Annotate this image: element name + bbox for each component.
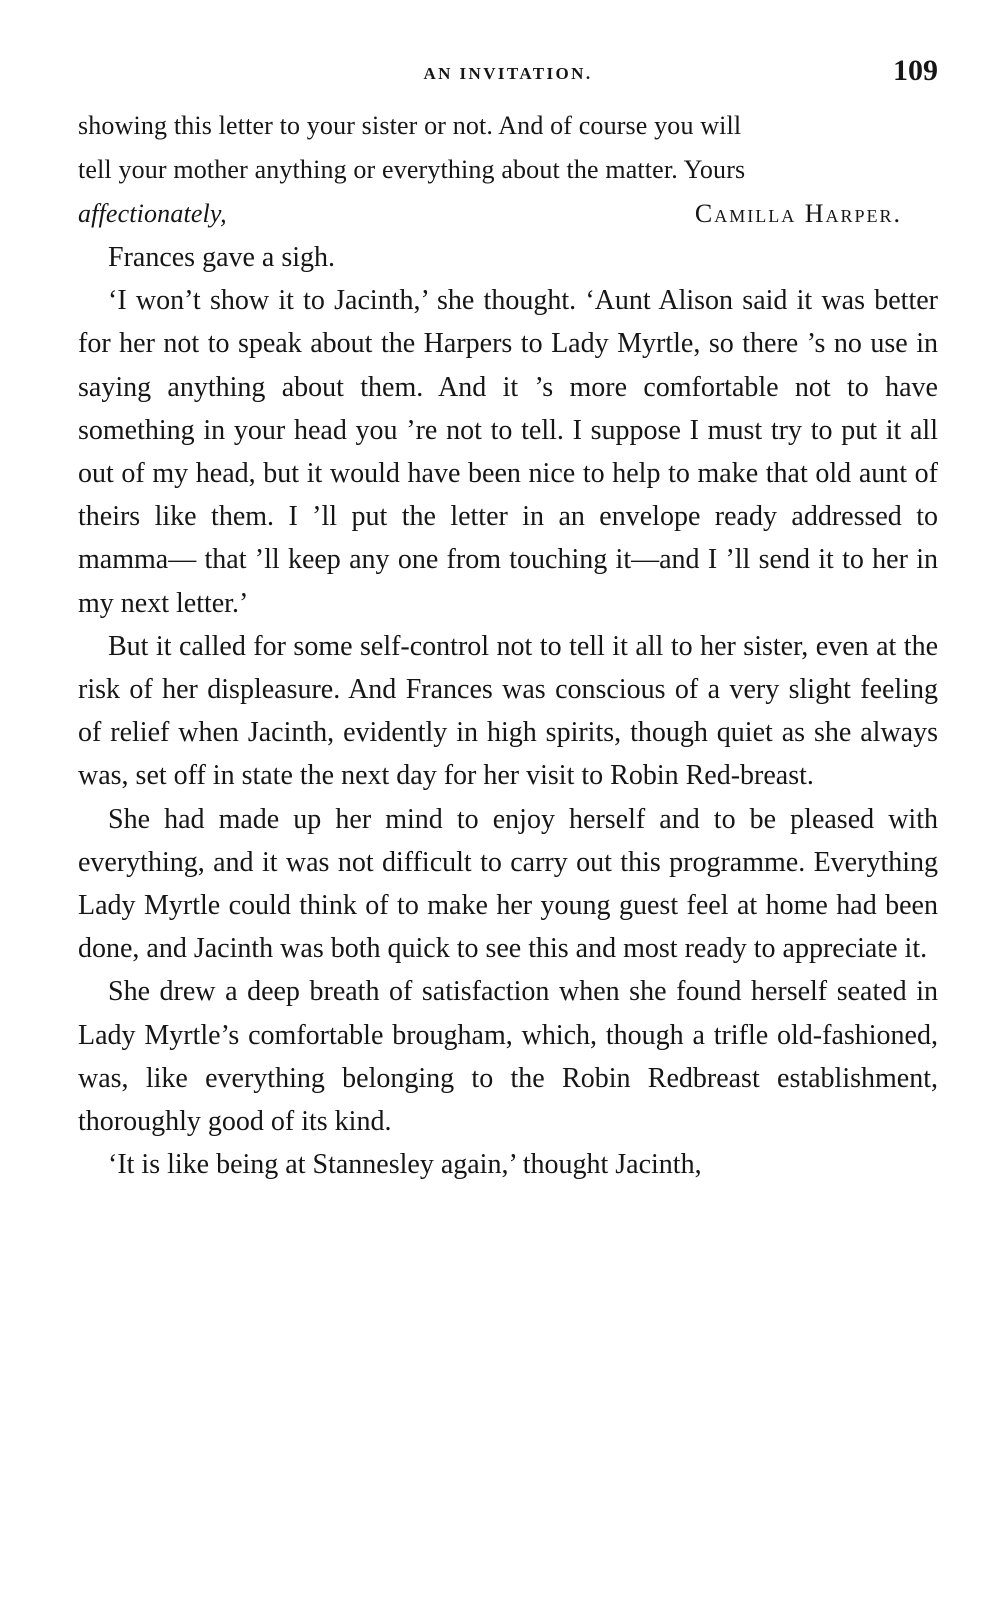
running-head bbox=[78, 54, 938, 94]
paragraph: ‘It is like being at Stannesley again,’ thought Jacinth, bbox=[108, 1149, 702, 1181]
page-number: 109 bbox=[893, 54, 938, 87]
paragraph: She drew a deep breath of satisfaction when she found herself seated in Lady Myrtle’s comfortable brougham, which, though a trifle old-fashioned, was, like everything belonging to the Robin Redbreast establishment, thoroughly good of its kind. bbox=[78, 976, 938, 1138]
body-text bbox=[78, 236, 938, 1186]
paragraph: She had made up her mind to enjoy herself and to be pleased with everything, and it was not difficult to carry out this programme. Everything Lady Myrtle could think of to make her young guest feel at home had been done, and Jacinth was both quick to see this and most ready to appreciate it. bbox=[78, 803, 938, 965]
paragraph: ‘I won’t show it to Jacinth,’ she thought. ‘Aunt Alison said it was better for her not to speak about the Harpers to Lady Myrtle, so there ’s no use in saying anything about them. And it ’s more comfortable not to have something in your head you ’re not to tell. I suppose I must try to put it all out of my head, but it would have been nice to help to make that old aunt of theirs like them. I ’ll put the letter in an envelope ready addressed to mamma— that ’ll keep any one from touching it—and I ’ll send it to her in my next letter.’ bbox=[78, 285, 938, 619]
book-page bbox=[78, 0, 938, 1608]
letter-line: showing this letter to your sister or not. And of course you will bbox=[78, 111, 742, 140]
letter-signoff bbox=[78, 192, 938, 236]
letter-closing-word: affectionately, bbox=[78, 199, 227, 228]
letter-signature: Camilla Harper. bbox=[694, 199, 902, 228]
running-title: AN INVITATION. bbox=[423, 64, 593, 83]
letter-line: tell your mother anything or everything about the matter. Yours bbox=[78, 155, 746, 184]
paragraph: Frances gave a sigh. bbox=[108, 242, 336, 273]
letter-closing bbox=[78, 104, 938, 236]
paragraph: But it called for some self-control not to tell it all to her sister, even at the risk of her displeasure. And Frances was conscious of a very slight feeling of relief when Jacinth, evidently in high spirits, though quiet as she always was, set off in state the next day for her visit to Robin Red-breast. bbox=[78, 630, 938, 792]
